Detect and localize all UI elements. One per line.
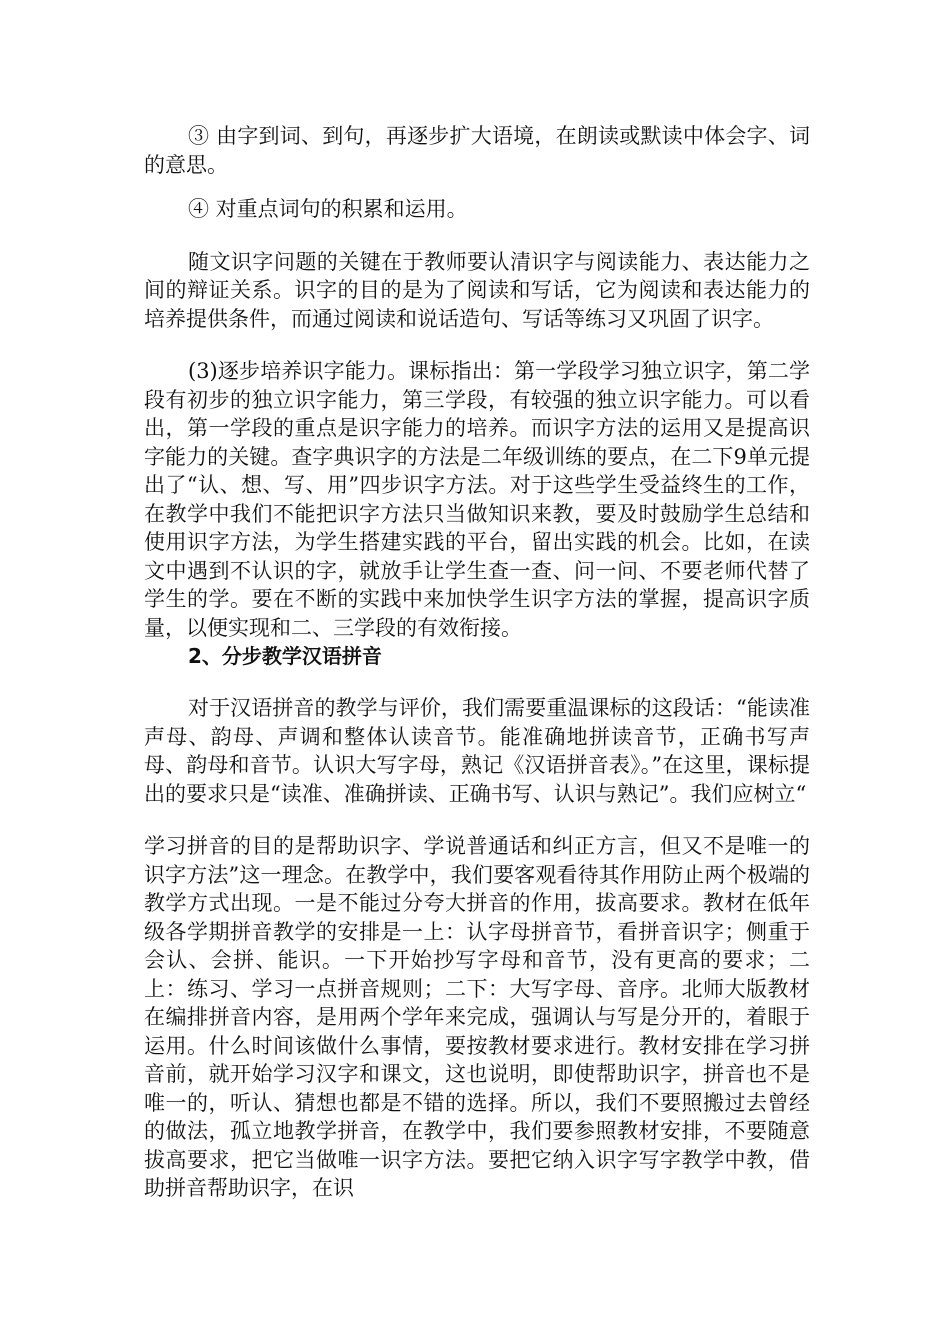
paragraph-literacy-relation: 随文识字问题的关键在于教师要认清识字与阅读能力、表达能力之间的辩证关系。识字的目的是为了阅读和写话，它为阅读和表达能力的培养提供条件，而通过阅读和说话造句、写话等练习又巩固了识字。 — [144, 249, 810, 331]
list-item-3: ③ 由字到词、到句，再逐步扩大语境，在朗读或默读中体会字、词的意思。 — [144, 124, 810, 177]
section-heading-pinyin: 2、分步教学汉语拼音 — [188, 644, 382, 668]
list-item-4: ④ 对重点词句的积累和运用。 — [188, 197, 468, 221]
paragraph-pinyin-intro: 对于汉语拼音的教学与评价，我们需要重温课标的这段话：“能读准声母、韵母、声调和整体认读音节。能准确地拼读音节，正确书写声母、韵母和音节。认识大写字母，熟记《汉语拼音表》。”在这里，课标提出的要求只是“读准、准确拼读、正确书写、认识与熟记”。我们应树立“ — [144, 696, 810, 806]
paragraph-pinyin-purpose: 学习拼音的目的是帮助识字、学说普通话和纠正方言，但又不是唯一的识字方法”这一理念。在教学中，我们要客观看待其作用防止两个极端的教学方式出现。一是不能过分夸大拼音的作用，拔高要求。教材在低年级各学期拼音教学的安排是一上：认字母拼音节，看拼音识字；侧重于会认、会拼、能识。一下开始抄写字母和音节，没有更高的要求；二上：练习、学习一点拼音规则；二下：大写字母、音序。北师大版教材在编排拼音内容，是用两个学年来完成，强调认与写是分开的，着眼于运用。什么时间该做什么事情，要按教材要求进行。教材安排在学习拼音前，就开始学习汉字和课文，这也说明，即使帮助识字，拼音也不是唯一的，听认、猜想也都是不错的选择。所以，我们不要照搬过去曾经的做法，孤立地教学拼音，在教学中，我们要参照教材安排，不要随意拔高要求，把它当做唯一识字方法。要把它纳入识字写字教学中教，借助拼音帮助识字，在识 — [144, 834, 810, 1200]
paragraph-literacy-ability: (3)逐步培养识字能力。课标指出：第一学段学习独立识字，第二学段有初步的独立识字能力，第三学段，有较强的独立识字能力。可以看出，第一学段的重点是识字能力的培养。而识字方法的运用又是提高识字能力的关键。查字典识字的方法是二年级训练的要点，在二下9单元提出了“认、想、写、用”四步识字方法。对于这些学生受益终生的工作，在教学中我们不能把识字方法只当做知识来教，要及时鼓励学生总结和使用识字方法，为学生搭建实践的平台，留出实践的机会。比如，在读文中遇到不认识的字，就放手让学生查一查、问一问、不要老师代替了学生的学。要在不断的实践中来加快学生识字方法的掌握，提高识字质量，以便实现和二、三学段的有效衔接。 — [144, 359, 810, 640]
document-body — [144, 122, 810, 1203]
